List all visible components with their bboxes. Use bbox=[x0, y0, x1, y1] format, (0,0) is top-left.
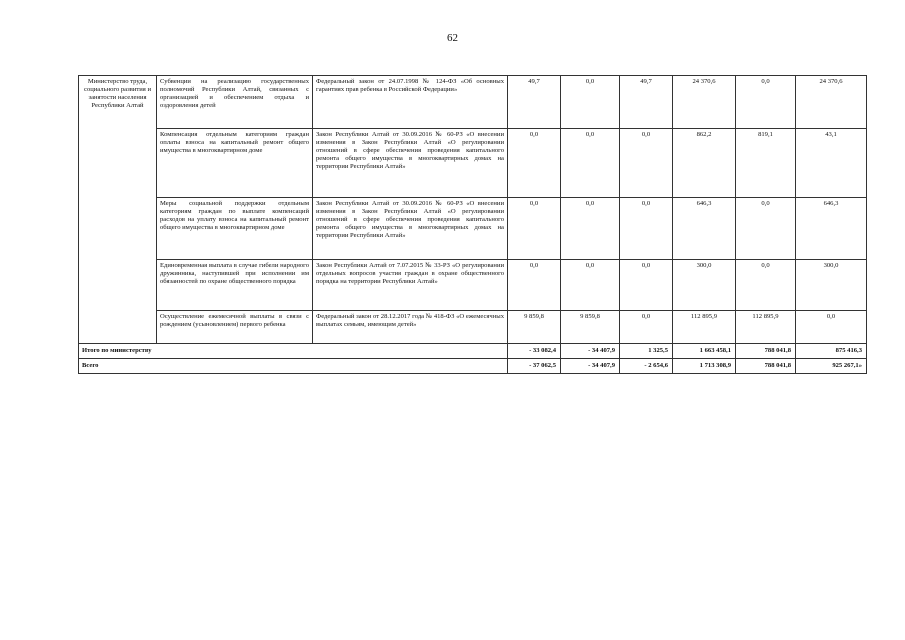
table-row bbox=[79, 198, 867, 260]
value-cell: 0,0 bbox=[620, 198, 673, 260]
value-cell: 9 859,8 bbox=[508, 311, 561, 344]
total-row-all bbox=[79, 359, 867, 374]
subsidy-cell: Осуществление ежемесячной выплаты в связи с рождением (усыновлением) первого ребенка bbox=[157, 311, 313, 344]
value-cell: 24 370,6 bbox=[796, 76, 867, 129]
page-number: 62 bbox=[447, 32, 458, 44]
value-cell: 43,1 bbox=[796, 129, 867, 198]
subsidy-cell: Компенсация отдельным категориям граждан оплаты взноса на капитальный ремонт общего имущества в многоквартирном доме bbox=[157, 129, 313, 198]
total-label: Итого по министерству bbox=[79, 344, 508, 359]
value-cell: 0,0 bbox=[561, 198, 620, 260]
value-cell: 300,0 bbox=[796, 260, 867, 311]
value-cell: 49,7 bbox=[508, 76, 561, 129]
table-row bbox=[79, 129, 867, 198]
table-row bbox=[79, 311, 867, 344]
value-cell: 0,0 bbox=[736, 260, 796, 311]
value-cell: 646,3 bbox=[673, 198, 736, 260]
value-cell: 862,2 bbox=[673, 129, 736, 198]
total-value: - 37 062,5 bbox=[508, 359, 561, 374]
value-cell: 0,0 bbox=[796, 311, 867, 344]
value-cell: 0,0 bbox=[620, 260, 673, 311]
budget-table bbox=[78, 75, 867, 374]
value-cell: 24 370,6 bbox=[673, 76, 736, 129]
value-cell: 819,1 bbox=[736, 129, 796, 198]
total-label: Всего bbox=[79, 359, 508, 374]
law-cell: Закон Республики Алтай от 7.07.2015 № 33-РЗ «О регулировании отдельных вопросов участия граждан в охране общественного порядка на территории Республики Алтай» bbox=[313, 260, 508, 311]
total-value: 1 663 458,1 bbox=[673, 344, 736, 359]
law-cell: Закон Республики Алтай от 30.09.2016 № 60-РЗ «О внесении изменения в Закон Республики Алтай «О регулировании отношений в сфере обеспечения проведения капитального ремонта общего имущества в многоквартирных домах на территории Республики Алтай» bbox=[313, 198, 508, 260]
table-row bbox=[79, 76, 867, 129]
total-value: 1 713 308,9 bbox=[673, 359, 736, 374]
total-value: - 34 407,9 bbox=[561, 344, 620, 359]
value-cell: 0,0 bbox=[561, 76, 620, 129]
law-cell: Федеральный закон от 28.12.2017 года № 418-ФЗ «О ежемесячных выплатах семьям, имеющим детей» bbox=[313, 311, 508, 344]
total-value: 875 416,3 bbox=[796, 344, 867, 359]
ministry-cell: Министерство труда, социального развития и занятости населения Республики Алтай bbox=[79, 76, 157, 344]
value-cell: 0,0 bbox=[508, 198, 561, 260]
value-cell: 300,0 bbox=[673, 260, 736, 311]
total-row-ministry bbox=[79, 344, 867, 359]
table-row bbox=[79, 260, 867, 311]
value-cell: 646,3 bbox=[796, 198, 867, 260]
value-cell: 0,0 bbox=[620, 129, 673, 198]
law-cell: Федеральный закон от 24.07.1998 № 124-ФЗ «Об основных гарантиях прав ребенка в Российской Федерации» bbox=[313, 76, 508, 129]
value-cell: 9 859,8 bbox=[561, 311, 620, 344]
value-cell: 0,0 bbox=[508, 129, 561, 198]
total-value: 788 041,8 bbox=[736, 359, 796, 374]
value-cell: 0,0 bbox=[508, 260, 561, 311]
value-cell: 0,0 bbox=[620, 311, 673, 344]
value-cell: 112 895,9 bbox=[673, 311, 736, 344]
subsidy-cell: Единовременная выплата в случае гибели народного дружинника, наступившей при исполнении им обязанностей по охране общественного порядка bbox=[157, 260, 313, 311]
value-cell: 49,7 bbox=[620, 76, 673, 129]
value-cell: 0,0 bbox=[736, 76, 796, 129]
value-cell: 0,0 bbox=[561, 260, 620, 311]
total-value: - 34 407,9 bbox=[561, 359, 620, 374]
value-cell: 112 895,9 bbox=[736, 311, 796, 344]
total-value: - 33 082,4 bbox=[508, 344, 561, 359]
total-value: 788 041,8 bbox=[736, 344, 796, 359]
total-value: - 2 654,6 bbox=[620, 359, 673, 374]
value-cell: 0,0 bbox=[736, 198, 796, 260]
total-value: 1 325,5 bbox=[620, 344, 673, 359]
subsidy-cell: Меры социальной поддержки отдельным категориям граждан по выплате компенсаций расходов на уплату взноса на капитальный ремонт общего имущества в многоквартирном доме bbox=[157, 198, 313, 260]
subsidy-cell: Субвенции на реализацию государственных полномочий Республики Алтай, связанных с организацией и обеспечением отдыха и оздоровления детей bbox=[157, 76, 313, 129]
law-cell: Закон Республики Алтай от 30.09.2016 № 60-РЗ «О внесении изменения в Закон Республики Алтай «О регулировании отношений в сфере обеспечения проведения капитального ремонта общего имущества в многоквартирных домах на территории Республики Алтай» bbox=[313, 129, 508, 198]
total-value: 925 267,1» bbox=[796, 359, 867, 374]
value-cell: 0,0 bbox=[561, 129, 620, 198]
